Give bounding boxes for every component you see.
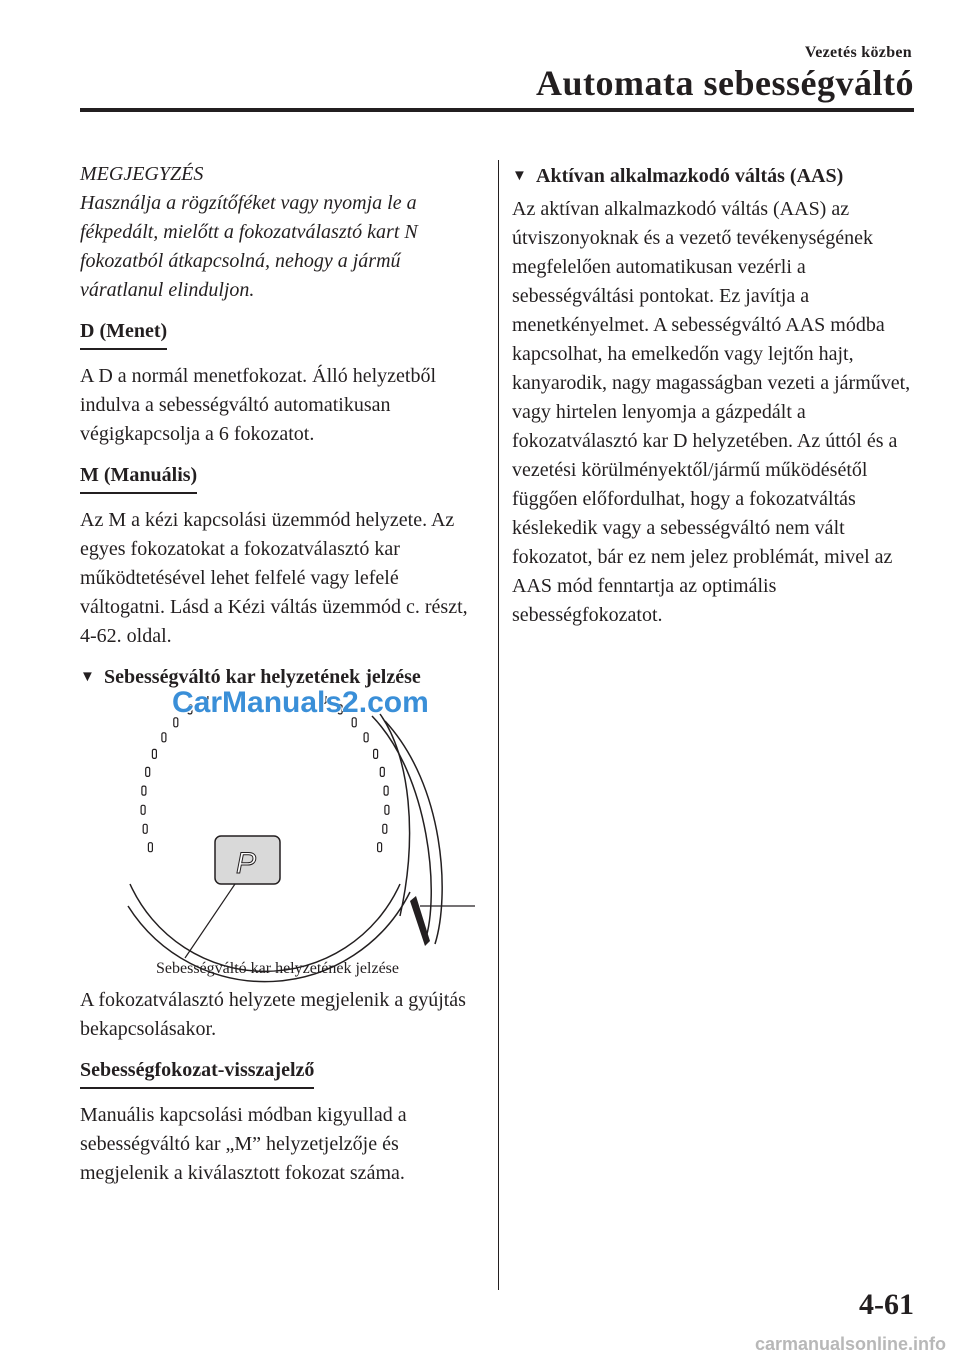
gauge-tick xyxy=(385,805,389,814)
aas-heading xyxy=(512,162,912,191)
gauge-tick xyxy=(142,786,146,795)
triangle-bullet-icon: ▼ xyxy=(80,669,95,685)
triangle-bullet-icon: ▼ xyxy=(512,168,527,184)
note-label: MEGJEGYZÉS xyxy=(80,163,204,185)
figure-caption: Sebességváltó kar helyzetének jelzése xyxy=(156,960,399,977)
m-text: Az M a kézi kapcsolási üzemmód helyzete. Az egyes fokozatokat a fokozatválasztó kar működtetésével lehet felfelé vagy lefelé váltogatni. Lásd a Kézi váltás üzemmód c. részt, 4-62. oldal. xyxy=(80,509,468,647)
watermark-logo: CarManuals2.com xyxy=(172,686,429,719)
gauge-tick xyxy=(162,733,166,742)
gauge-tick xyxy=(143,824,147,833)
gauge-tick xyxy=(380,767,384,776)
header-rule xyxy=(80,108,914,112)
gauge-tick xyxy=(141,805,145,814)
d-heading: D (Menet) xyxy=(80,317,167,350)
gear-display-letter: P xyxy=(236,847,257,880)
gauge-tick xyxy=(374,749,378,758)
column-divider xyxy=(498,160,499,1290)
right-column xyxy=(512,160,912,642)
m-heading: M (Manuális) xyxy=(80,461,197,494)
gear-indicator-text: Manuális kapcsolási módban kigyullad a sebességváltó kar „M” helyzetjelzője és megjelenik a kiválasztott fokozat száma. xyxy=(80,1104,407,1184)
gauge-tick xyxy=(364,733,368,742)
aas-text: Az aktívan alkalmazkodó váltás (AAS) az útviszonyoknak és a vezető tevékenységének megfelelően automatikusan vezérli a sebességváltási pontokat. Ez javítja a menetkényelmet. A sebességváltó AAS módba kapcsolhat, ha emelkedőn vagy lejtőn hajt, kanyarodik, nagy magasságban vezeti a járművet, vagy hirtelen lenyomja a gázpedált a fokozatválasztó kar D helyzetében. Az úttól és a vezetési körülményektől/jármű működésétől függően előfordulhat, hogy a fokozatváltás késlekedik vagy a sebességváltó nem vált fokozatot, bár ez nem jelez problémát, mivel az AAS mód fenntartja az optimális sebességfokozatot. xyxy=(512,198,911,626)
gauge-tick xyxy=(378,843,382,852)
bezel-line-1 xyxy=(380,714,410,916)
gear-indicator-heading: Sebességfokozat-visszajelző xyxy=(80,1056,314,1089)
gauge-tick xyxy=(148,843,152,852)
aas-heading-text: Aktívan alkalmazkodó váltás (AAS) xyxy=(536,165,844,187)
gauge-tick xyxy=(146,767,150,776)
d-text: A D a normál menetfokozat. Álló helyzetből indulva a sebességváltó automatikusan végigkapcsolja a 6 fokozatot. xyxy=(80,365,437,445)
page-number: 4-61 xyxy=(859,1288,914,1321)
left-column xyxy=(80,160,475,1200)
gauge-tick xyxy=(384,786,388,795)
shift-indicator-figure xyxy=(80,696,475,986)
footer-watermark: carmanualsonline.info xyxy=(754,1334,946,1354)
instrument-cluster-illustration xyxy=(80,696,475,986)
after-figure-text: A fokozatválasztó helyzete megjelenik a gyújtás bekapcsolásakor. xyxy=(80,989,466,1040)
page-title: Automata sebességváltó xyxy=(536,63,914,103)
note-text: Használja a rögzítőféket vagy nyomja le a fékpedált, mielőtt a fokozatválasztó kart N fokozatból átkapcsolná, nehogy a jármű váratlanul elinduljon. xyxy=(80,192,418,301)
header-section: Vezetés közben xyxy=(804,44,912,61)
callout-line xyxy=(185,884,235,958)
gauge-tick xyxy=(383,824,387,833)
bezel-accent xyxy=(410,896,430,946)
gauge-tick xyxy=(152,749,156,758)
indicator-heading-text: Sebességváltó kar helyzetének jelzése xyxy=(104,666,421,688)
